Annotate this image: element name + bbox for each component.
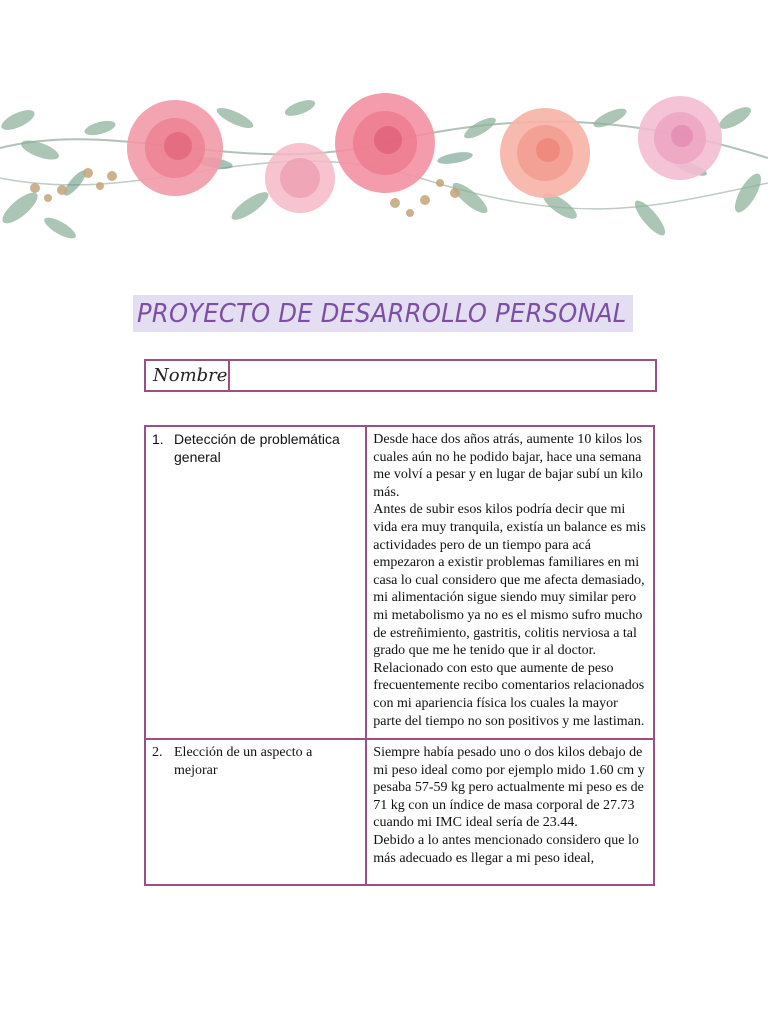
question-text: Detección de problemática general xyxy=(174,431,340,465)
table-row xyxy=(145,426,654,739)
question-text: Elección de un aspecto a mejorar xyxy=(174,745,313,778)
question xyxy=(152,431,359,466)
table-row xyxy=(145,739,654,885)
name-input[interactable] xyxy=(230,361,655,390)
answer-paragraph: Debido a lo antes mencionado considero que lo más adecuado es llegar a mi peso ideal, xyxy=(373,833,639,866)
answer-paragraph: Antes de subir esos kilos podría decir que mi vida era muy tranquila, existía un balance es mis actividades pero de un tiempo para acá empezaron a existir problemas familiares en mi casa lo cual considero que me afecta demasiado, mi alimentación sigue siendo muy similar pero mi metabolismo ya no es el mismo sufro mucho de estreñimiento, gastritis, colitis nerviosa a tal grado que me he tenido que ir al doctor. Relacionado con esto que aumente de peso frecuentemente recibo comentarios relacionados con mi apariencia física los cuales la mayor parte del tiempo no son positivos y me lastiman. xyxy=(373,502,646,729)
question-number: 2. xyxy=(152,745,163,761)
question xyxy=(152,744,359,779)
name-box xyxy=(144,359,657,392)
project-table xyxy=(144,425,655,886)
question-number: 1. xyxy=(152,431,164,447)
answer-text xyxy=(373,744,647,884)
question-cell xyxy=(145,426,366,739)
name-label: Nombre xyxy=(146,361,230,390)
answer-text xyxy=(373,431,647,730)
answer-paragraph: Desde hace dos años atrás, aumente 10 kilos los cuales aún no he podido bajar, hace una semana me volví a pesar y en lugar de bajar subí un kilo más. xyxy=(373,432,643,500)
answer-paragraph: Siempre había pesado uno o dos kilos debajo de mi peso ideal como por ejemplo mido 1.60 cm y pesaba 57-59 kg pero actualmente mi peso es de 71 kg con un índice de masa corporal de 27.73 cuando mi IMC ideal sería de 23.44. xyxy=(373,745,645,831)
page-title: PROYECTO DE DESARROLLO PERSONAL xyxy=(137,299,627,329)
answer-cell[interactable] xyxy=(366,739,654,885)
floral-banner-image xyxy=(0,88,768,258)
question-cell xyxy=(145,739,366,885)
answer-cell[interactable] xyxy=(366,426,654,739)
